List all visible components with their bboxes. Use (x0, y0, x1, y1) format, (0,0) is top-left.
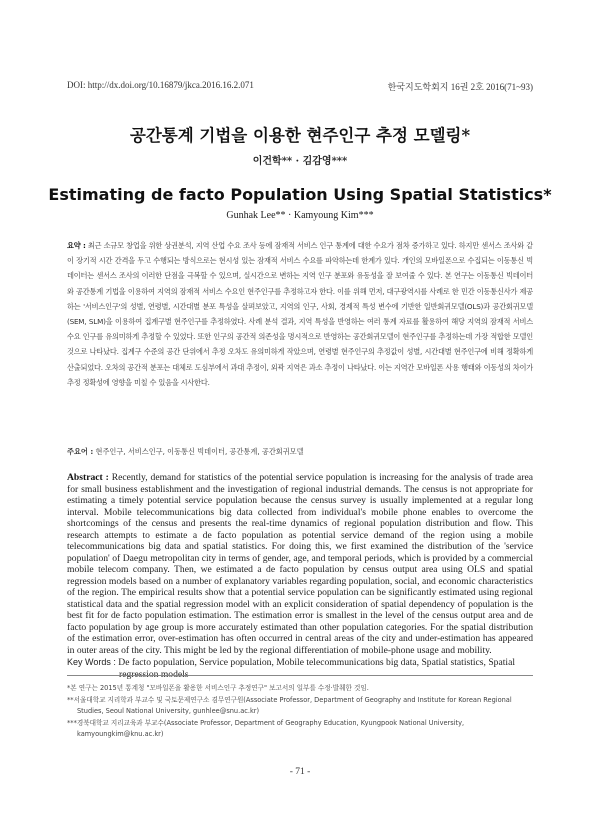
footnote-divider (67, 675, 533, 676)
doi-text: DOI: http://dx.doi.org/10.16879/jkca.2016.16.2.071 (67, 80, 254, 90)
title-korean: 공간통계 기법을 이용한 현주인구 추정 모델링* (129, 126, 471, 145)
authors-english: Gunhak Lee** · Kamyoung Kim*** (226, 210, 374, 221)
footnotes (67, 683, 537, 741)
running-header (67, 80, 533, 92)
keywords-english-line1: De facto population, Service population, Mobile telecommunications big data, Spatial statistics, Spatial (118, 657, 515, 668)
page-number: - 71 - (289, 767, 311, 777)
abstract-english (67, 472, 533, 656)
keywords-english (67, 656, 533, 681)
abstract-korean-label: 요약 : (67, 241, 86, 250)
authors-korean: 이건학** · 김감영*** (252, 156, 348, 167)
keywords-korean-text: 현주인구, 서비스인구, 이동통신 빅데이터, 공간통계, 공간회귀모델 (95, 447, 304, 456)
abstract-korean-text: 최근 소규모 창업을 위한 상권분석, 지역 산업 수요 조사 등에 잠재적 서비스 인구 통계에 대한 수요가 점차 증가하고 있다. 하지만 센서스 조사와 같이 장기적 시간 간격을 두고 수행되는 방식으로는 현시성 있는 잠재적 서비스 수요를 파악하는데 한계가 있다. 개인의 모바일폰으로 수집되는 이동통신 빅데이터는 센서스 조사의 이러한 단점을 극복할 수 있으며, 실시간으로 변하는 지역 인구 분포와 유동성을 잘 보여줄 수 있다. 본 연구는 이동통신 빅데이터와 공간통계 기법을 이용하여 지역의 잠재적 서비스 수요인 현주인구를 추정하고자 한다. 이를 위해 먼저, 대구광역시를 사례로 한 민간 이동통신사가 제공하는 '서비스인구'의 성별, 연령별, 시간대별 분포 특성을 살펴보았고, 지역의 인구, 사회, 경제적 특성 변수에 기반한 일반회귀모델(OLS)과 공간회귀모델(SEM, SLM)을 이용하여 집계구별 현주인구를 추정하였다. 사례 분석 결과, 지역 특성을 반영하는 여러 통계 자료를 활용하여 해당 지역의 잠재적 서비스 수요 인구를 유의미하게 추정할 수 있었다. 또한 인구의 공간적 의존성을 명시적으로 반영하는 공간회귀모델이 현주인구를 추정하는데 가장 적합한 모델인 것으로 나타났다. 집계구 수준의 공간 단위에서 추정 오차도 유의미하게 작았으며, 연령별 현주인구의 추정값이 성별, 시간대별 현주인구에 비해 정확하게 산출되었다. 오차의 공간적 분포는 대체로 도심부에서 과대 추정이, 외곽 지역은 과소 추정이 나타났다. 이는 지역간 모바일폰 사용 행태와 이동성의 차이가 추정 정확성에 영향을 미칠 수 있음을 시사한다. (67, 241, 534, 387)
journal-info: 한국지도학회지 16권 2호 2016(71~93) (387, 82, 533, 92)
footnote-author-2: ***경북대학교 지리교육과 부교수(Associate Professor, Department of Geography Education, Kyungpook National University, kamyoungkim@knu.ac.kr) (67, 718, 465, 738)
keywords-korean (67, 445, 533, 459)
keywords-english-label: Key Words : (67, 657, 116, 667)
title-english: Estimating de facto Population Using Spatial Statistics* (48, 185, 552, 204)
footnote-funding: *본 연구는 2015년 통계청 "모바일폰을 활용한 서비스인구 추정연구" 보고서의 일부를 수정·발췌한 것임. (67, 684, 369, 692)
keywords-english-line2: regression models (119, 669, 189, 680)
abstract-korean (67, 238, 533, 390)
keywords-korean-label: 주요어 : (67, 447, 94, 456)
abstract-english-label: Abstract : (67, 472, 109, 483)
footnote-author-1: **서울대학교 지리학과 부교수 및 국토문제연구소 겸무연구원(Associate Professor, Department of Geography and Institute for Korean Regional Studies, Seoul National University, gunhlee@snu.ac.kr) (67, 695, 512, 715)
abstract-english-text: Recently, demand for statistics of the potential service population is increasing for the analysis of trade area for small business establishment and the investigation of regional industrial demands. The census is not appropriate for estimating a timely potential service population because the census survey is usually implemented at a regular long interval. Mobile telecommunications big data collected from individual's mobile phone enables to overcome the shortcomings of the census and presents the real-time dynamics of regional population distribution and flow. This research attempts to estimate a de facto population as potential service demand of the region using a mobile telecommunications big data and spatial statistics. For doing this, we first examined the distribution of the 'service population' of Daegu metropolitan city in terms of gender, age, and temporal periods, which is provided by a commercial mobile telecom company. Then, we estimated a de facto population by census output area using OLS and spatial regression models based on a number of explanatory variables regarding population, social, and economic characteristics of the region. The empirical results show that a potential service population can be significantly estimated using regional statistical data and the spatial regression model with an explicit consideration of spatial dependency of population is the best fit for de facto population estimation. The estimation error is smallest in the level of the census output area and de facto population by age group is more accurately estimated than other population categories. For the spatial distribution of the estimation error, over-estimation has often occurred in central areas of the city and under-estimation has appeared in outer areas of the city. This might be led by the regional differentiation of mobile-phone usage and mobility. (67, 472, 534, 656)
